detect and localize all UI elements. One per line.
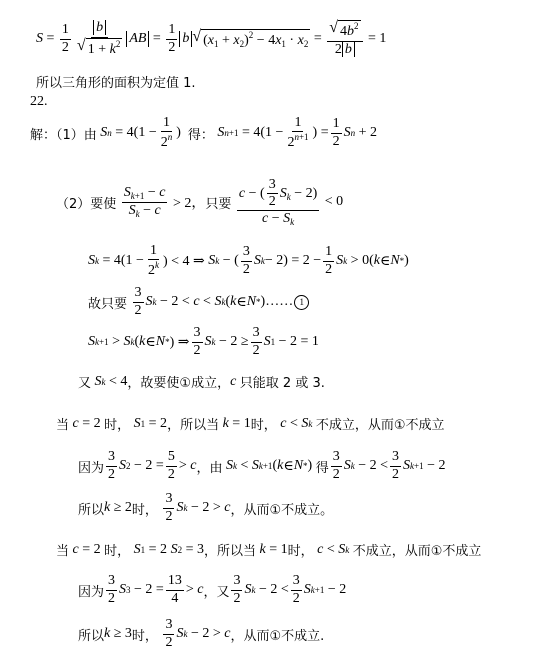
case-c2-reason: 因为 $\frac{3}{2}$ S 2 − 2 = $\frac{5}{2}$ > c ，由 S k < S k+1 ( k ∈ N * ) 得 $\frac{3}{2}$ S k − 2 < $\frac{3}{2}$ S k+1 − 2 [78,449,446,482]
problem-number: 22. [30,94,48,109]
case-c3: 当 c = 2 时， S 1 = 2 S 2 = 3 ，所以当 k = 1 时， c < S k 不成立，从而①不成立 [56,541,482,559]
area-conclusion: 所以三角形的面积为定值 1. [36,76,196,91]
circled-1-icon: 1 [294,295,309,310]
case-c2: 当 c = 2 时， S 1 = 2 ，所以当 k = 1 时， c < S k 不成立，从而①不成立 [56,415,445,433]
part1-formula: 解：（1）由 S n = 4(1 − $\frac{1}{2^n}$ ) 得： S n+1 = 4(1 − $\frac{1}{2^{n+1}}$ ) = $\frac{1}{2}$ S n + 2 [30,114,377,150]
case-c3-reason: 因为 $\frac{3}{2}$ S 3 − 2 = $\frac{13}{4}$ > c ，又 $\frac{3}{2}$ S k − 2 < $\frac{3}{2}$ S k+1 − 2 [78,573,347,606]
sk-bound: S k = 4(1 − $\frac{1}{2^k}$ ) < 4 ⇒ S k − ( $\frac{3}{2}$ S k − 2) = 2 − $\frac{1}{2}$ S k > 0( k ∈ N * ) [88,242,409,278]
condition-1: 故只要 $\frac{3}{2}$ S k − 2 < c < S k ( k ∈ N * )…… 1 [88,284,310,320]
case-c3-end: 所以 k ≥ 3 时， $\frac{3}{2}$ S k − 2 > c ，从而①不成立. [78,617,325,650]
part2-condition: （2）要使 $\frac{S_{k+1} - c}{S_k - c}$ > 2， 只要 c − ( $\frac{3}{2}$ $S_k - 2$) $c - S_k$ < 0 [56,176,344,227]
area-formula: S = $\frac{1}{2}$ b √ $1 + k^2$ AB = $\frac{1}{2}$ b √ $(x_1 + x_2)^2 - 4x_1 \cdot x_2$ = √ $4b^2$ 2 b = 1 [36,19,387,57]
c-values: 又 S k < 4 ，故要使①成立， c 只能取 2 或 3. [78,373,325,391]
case-c2-end: 所以 k ≥ 2 时， $\frac{3}{2}$ S k − 2 > c ，从而①不成立。 [78,491,334,524]
monotonic: S k+1 > S k ( k ∈ N * ) ⇒ $\frac{3}{2}$ S k − 2 ≥ $\frac{3}{2}$ S 1 − 2 = 1 [88,325,319,358]
